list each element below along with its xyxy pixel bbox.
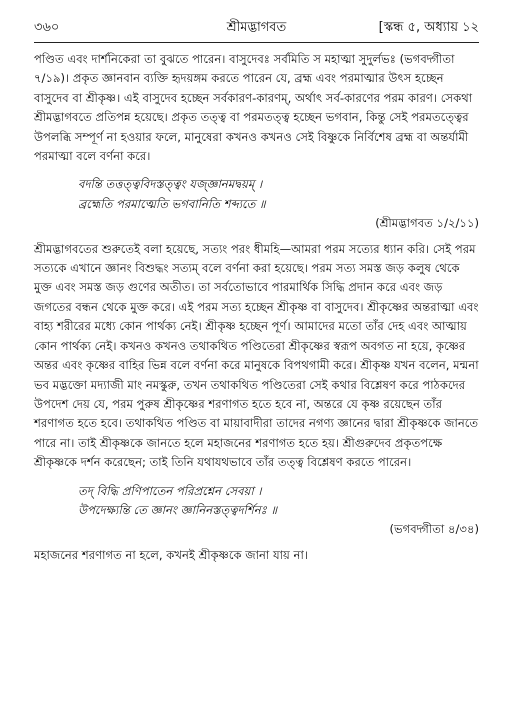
verse-block-2 <box>78 482 479 521</box>
verse-1-line-1: বদন্তি তত্তত্ত্ববিদস্তত্ত্বং যজ্জ্ঞানমদ্বয়ম্‌ । <box>78 177 263 192</box>
paragraph-3: মহাজনের শরণাগত না হলে, কখনই শ্রীকৃষ্ণকে জানা যায় না। <box>34 547 308 562</box>
page-number: ৩৬০ <box>34 20 60 35</box>
paragraph-1: পণ্ডিত এবং দার্শনিকেরা তা বুঝতে পারেন। বাসুদেবঃ সর্বমিতি স মহাত্মা সুদুর্লভঃ (ভগবদ্গীতা ৭/১৯)। প্রকৃত জ্ঞানবান ব্যক্তি হৃদয়ঙ্গম করতে পারেন যে, ব্রহ্ম এবং পরমাত্মার উৎস হচ্ছেন বাসুদেব বা শ্রীকৃষ্ণ। এই বাসুদেব হচ্ছেন সর্বকারণ-কারণম্‌, অর্থাৎ সর্ব-কারণের পরম কারণ। সেকথা শ্রীমদ্ভাগবতে প্রতিপন্ন হয়েছে। প্রকৃত তত্ত্ব বা পরমতত্ত্ব হচ্ছেন ভগবান, কিন্তু সেই পরমতত্ত্বের উপলব্ধি সম্পূর্ণ না হওয়ার ফলে, মানুষেরা কখনও কখনও সেই বিষ্ণুকে নির্বিশেষ ব্রহ্ম বা অন্তর্যামী পরমাত্মা বলে বর্ণনা করে। <box>34 52 473 164</box>
book-title: শ্রীমদ্ভাগবত <box>226 20 287 35</box>
verse-1-citation: (শ্রীমদ্ভাগবত ১/২/১১) <box>375 216 479 231</box>
verse-2-citation: (ভগবদ্গীতা ৪/৩৪) <box>389 522 479 537</box>
verse-1-line-2: ব্রহ্মেতি পরমাত্মেতি ভগবানিতি শব্দ্যতে ॥ <box>78 196 266 211</box>
paragraph-2: শ্রীমদ্ভাগবতের শুরুতেই বলা হয়েছে, সত্যং পরং ধীমহি—আমরা পরম সত্যের ধ্যান করি। সেই পরম সত্যকে এখানে জ্ঞানং বিশুদ্ধং সত্যম্‌ বলে বর্ণনা করা হয়েছে। পরম সত্য সমস্ত জড় কলুষ থেকে মুক্ত এবং সমস্ত জড় গুণের অতীত। তা সর্বতোভাবে পারমার্থিক সিদ্ধি প্রদান করে এবং জড় জগতের বন্ধন থেকে মুক্ত করে। এই পরম সত্য হচ্ছেন শ্রীকৃষ্ণ বা বাসুদেব। শ্রীকৃষ্ণের অন্তরাত্মা এবং বাহ্য শরীরের মধ্যে কোন পার্থক্য নেই। শ্রীকৃষ্ণ হচ্ছেন পূর্ণ। আমাদের মতো তাঁর দেহ এবং আত্মায় কোন পার্থক্য নেই। কখনও কখনও তথাকথিত পণ্ডিতেরা শ্রীকৃষ্ণের স্বরূপ অবগত না হয়ে, কৃষ্ণের অন্তর এবং কৃষ্ণের বাহির ভিন্ন বলে বর্ণনা করে মানুষকে বিপথগামী করে। শ্রীকৃষ্ণ যখন বলেন, মন্মনা ভব মদ্ভক্তো মদ্যাজী মাং নমস্কুরু, তখন তথাকথিত পণ্ডিতেরা সেই কথার বিশ্লেষণ করে পাঠকদের উপদেশ দেয় যে, পরম পুরুষ শ্রীকৃষ্ণের শরণাগত হতে হবে না, অন্তরে যে কৃষ্ণ রয়েছেন তাঁর শরণাগত হতে হবে। তথাকথিত পণ্ডিত বা মায়াবাদীরা তাদের নগণ্য জ্ঞানের দ্বারা শ্রীকৃষ্ণকে জানতে পারে না। তাই শ্রীকৃষ্ণকে জানতে হলে মহাজনের শরণাগত হতে হয়। শ্রীগুরুদেব প্রকৃতপক্ষে শ্রীকৃষ্ণকে দর্শন করেছেন; তাই তিনি যথাযথভাবে তাঁর তত্ত্ব বিশ্লেষণ করতে পারেন। <box>34 241 479 470</box>
verse-2-line-2: উপদেক্ষ্যন্তি তে জ্ঞানং জ্ঞানিনস্তত্ত্বদর্শিনঃ ॥ <box>78 502 278 517</box>
page-header <box>34 18 479 38</box>
section-label: [স্কন্ধ ৫, অধ্যায় ১২ <box>378 20 479 35</box>
page-body <box>34 50 479 565</box>
header-rule <box>34 42 479 43</box>
verse-2-line-1: তদ্‌ বিদ্ধি প্রণিপাতেন পরিপ্রশ্নেন সেবয়া । <box>78 483 262 498</box>
verse-block-1 <box>78 175 479 214</box>
